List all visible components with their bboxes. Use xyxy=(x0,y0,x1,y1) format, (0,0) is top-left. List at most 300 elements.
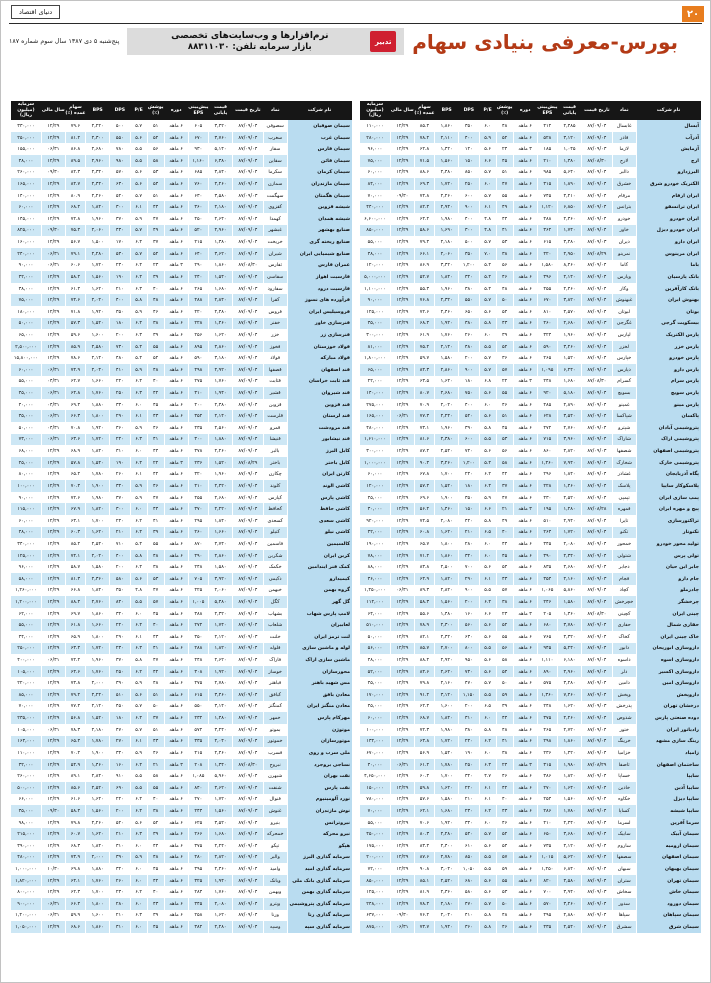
value-cell: ۱۲/۲۹ xyxy=(41,712,65,724)
subtitle-text xyxy=(135,31,364,53)
value-cell: ۴۸ xyxy=(147,852,164,864)
value-cell: ۴۸ xyxy=(496,910,513,922)
value-cell: ۲۵,۰۰۰ xyxy=(11,457,42,469)
value-cell: ۴۷ xyxy=(147,213,164,225)
company-name-cell: سرمایه گذاری بانک ملی xyxy=(287,875,352,887)
value-cell: ۶ ماهه xyxy=(513,736,537,748)
value-cell: ۶ ماهه xyxy=(164,631,188,643)
value-cell: ۸۷/۰۹/۰۴ xyxy=(232,701,263,713)
value-cell: ۶۸۰ xyxy=(459,875,479,887)
value-cell: ۲,۸۹۰ xyxy=(558,399,582,411)
value-cell: ۶ ماهه xyxy=(513,294,537,306)
value-cell: ۱,۹۲۰ xyxy=(435,817,459,829)
value-cell: وپارس xyxy=(612,271,636,283)
value-cell: ۶۴.۲ xyxy=(414,213,434,225)
value-cell: ۱۲/۲۹ xyxy=(41,817,65,829)
company-name-cell: پتروشیمی اراک xyxy=(636,434,701,446)
value-cell: ۷۲.۸ xyxy=(65,213,85,225)
value-cell: ۶ ماهه xyxy=(164,341,188,353)
value-cell: ۵.۵ xyxy=(130,596,147,608)
value-cell: ۶.۰ xyxy=(130,840,147,852)
value-cell: ۸۷/۰۹/۰۴ xyxy=(232,155,263,167)
company-name-cell: آذرآب xyxy=(636,132,701,144)
value-cell: ۲,۱۴۰ xyxy=(558,271,582,283)
value-cell: ۸۴,۰۰۰ xyxy=(360,178,391,190)
value-cell: ۴۹۰ xyxy=(188,550,208,562)
stock-row xyxy=(360,677,702,689)
value-cell: ۲,۴۸۵ xyxy=(558,120,582,132)
value-cell: ۵.۸ xyxy=(479,921,496,933)
value-cell: ۴۸ xyxy=(147,677,164,689)
value-cell: ۱۲/۲۹ xyxy=(41,608,65,620)
value-cell: ۶ ماهه xyxy=(513,318,537,330)
stock-row xyxy=(11,306,353,318)
value-cell: ۷۲.۲ xyxy=(65,654,85,666)
value-cell: ۱,۵۸۰ xyxy=(537,260,557,272)
value-cell: ۱,۸۶۰ xyxy=(86,608,110,620)
value-cell: ۲,۸۸۰ xyxy=(558,910,582,922)
value-cell: ۸۷/۰۹/۰۴ xyxy=(581,898,612,910)
value-cell: ۵۸.۲ xyxy=(65,271,85,283)
stock-row xyxy=(360,759,702,771)
value-cell: ۶۵.۷ xyxy=(414,538,434,550)
value-cell: ۱۲/۲۹ xyxy=(390,294,414,306)
value-cell: کهمدا xyxy=(263,213,287,225)
value-cell: ۴,۱۲۰ xyxy=(558,840,582,852)
value-cell: ۹۲۰,۰۰۰ xyxy=(360,515,391,527)
value-cell: ۱۸۰ xyxy=(459,376,479,388)
value-cell: ۶.۰ xyxy=(479,329,496,341)
value-cell: ۲,۱۴۰ xyxy=(209,410,233,422)
value-cell: ۶ ماهه xyxy=(164,794,188,806)
value-cell: ۱۲/۲۹ xyxy=(390,399,414,411)
value-cell: ۶.۴ xyxy=(130,376,147,388)
value-cell: ۸۱.۹ xyxy=(414,886,434,898)
column-header: تاریخ قیمت xyxy=(232,101,263,120)
value-cell: ۷۴۵ xyxy=(537,190,557,202)
value-cell: ۴۲۰ xyxy=(459,515,479,527)
company-name-cell: سایپا آذین xyxy=(636,782,701,794)
value-cell: ۴۰۰ xyxy=(188,399,208,411)
value-cell: سفارود xyxy=(263,283,287,295)
value-cell: ۱۲/۲۹ xyxy=(41,550,65,562)
value-cell: ۶۶.۱ xyxy=(414,248,434,260)
value-cell: ۱,۹۸۰ xyxy=(558,759,582,771)
value-cell: ۶ ماهه xyxy=(513,840,537,852)
value-cell: ۰۶/۳۱ xyxy=(41,387,65,399)
company-name-cell: مهرکام پارس xyxy=(287,712,352,724)
value-cell: ۵۵ xyxy=(496,631,513,643)
value-cell: ۲۵۴ xyxy=(537,794,557,806)
value-cell: ۴۸۸ xyxy=(188,294,208,306)
stock-row xyxy=(360,120,702,132)
value-cell: ۴۸ xyxy=(496,724,513,736)
value-cell: ۸۰۰ xyxy=(459,643,479,655)
column-header: سال مالی xyxy=(390,101,414,120)
value-cell: ۵۸.۴ xyxy=(65,805,85,817)
value-cell: ۳۷ xyxy=(496,480,513,492)
value-cell: ۶.۴ xyxy=(130,457,147,469)
value-cell: ۱۲/۲۹ xyxy=(390,445,414,457)
value-cell: ۱,۷۴۰ xyxy=(209,619,233,631)
value-cell: ۴۱۰ xyxy=(537,817,557,829)
value-cell: ۴۸ xyxy=(496,283,513,295)
value-cell: ۰۹/۳۰ xyxy=(41,167,65,179)
value-cell: ۶ ماهه xyxy=(513,631,537,643)
value-cell: ۱۲/۲۹ xyxy=(41,201,65,213)
value-cell: ۵۲ xyxy=(496,132,513,144)
value-cell: ۸۷/۰۹/۰۴ xyxy=(581,457,612,469)
value-cell: خفنر xyxy=(263,318,287,330)
value-cell: ۷۶۰ xyxy=(188,178,208,190)
value-cell: ۵۲ xyxy=(147,132,164,144)
value-cell: ۶.۰ xyxy=(130,898,147,910)
value-cell: ۶ ماهه xyxy=(164,306,188,318)
stock-row xyxy=(360,364,702,376)
right-table-column xyxy=(359,101,701,933)
value-cell: ۶ ماهه xyxy=(513,410,537,422)
company-name-cell: بانک کارآفرین xyxy=(636,283,701,295)
value-cell: ۳۷۰ xyxy=(110,654,130,666)
value-cell: ۵۲ xyxy=(147,352,164,364)
value-cell: ۶.۲ xyxy=(479,468,496,480)
value-cell: ۲۴۸ xyxy=(537,376,557,388)
value-cell: ۱۶۵,۰۰۰ xyxy=(11,178,42,190)
value-cell: ۶۶,۰۰۰ xyxy=(11,794,42,806)
stock-row xyxy=(11,585,353,597)
value-cell: ۵.۴ xyxy=(479,457,496,469)
value-cell: ۶ ماهه xyxy=(513,178,537,190)
company-name-cell: سیمان فارس xyxy=(287,143,352,155)
value-cell: ۳۸۰ xyxy=(459,318,479,330)
stock-row xyxy=(360,817,702,829)
value-cell: ۱۲/۲۹ xyxy=(390,654,414,666)
value-cell: ۵.۶ xyxy=(479,410,496,422)
stock-row xyxy=(11,236,353,248)
value-cell: ۵.۷ xyxy=(479,898,496,910)
company-name-cell: سرمایه گذاری البرز xyxy=(287,852,352,864)
value-cell: ۲,۰۴۰ xyxy=(209,736,233,748)
stock-row xyxy=(11,167,353,179)
value-cell: ۸۷/۰۸/۲۹ xyxy=(581,248,612,260)
value-cell: ۱۰۵,۰۰۰ xyxy=(11,666,42,678)
value-cell: ۸۹.۵ xyxy=(65,155,85,167)
value-cell: ۶۱۵ xyxy=(188,689,208,701)
value-cell: ۸۷/۰۹/۰۴ xyxy=(581,817,612,829)
company-name-cell: پارس مینو xyxy=(636,399,701,411)
column-header: پیش‌بینی EPS xyxy=(188,101,208,120)
value-cell: ۱۲۵,۰۰۰ xyxy=(360,886,391,898)
value-cell: ۲,۵۴۰ xyxy=(558,921,582,933)
company-name-cell: شیشه قزوین xyxy=(287,201,352,213)
value-cell: ۷۴.۶ xyxy=(65,294,85,306)
section-header xyxy=(9,28,678,55)
value-cell: ۳,۲۶۰ xyxy=(558,341,582,353)
value-cell: ۱,۳۸۰ xyxy=(209,236,233,248)
stock-row xyxy=(360,167,702,179)
stock-row xyxy=(360,770,702,782)
value-cell: ۱۲/۲۹ xyxy=(390,794,414,806)
value-cell: ۸۸.۲ xyxy=(414,654,434,666)
value-cell: ۶.۱ xyxy=(130,736,147,748)
value-cell: ۱,۹۶۰ xyxy=(435,283,459,295)
value-cell: ۲,۸۶۰ xyxy=(435,364,459,376)
stock-row xyxy=(360,619,702,631)
value-cell: ۵.۶ xyxy=(479,886,496,898)
company-name-cell: چرخشگر xyxy=(636,596,701,608)
value-cell: ۸۷/۰۹/۰۴ xyxy=(581,422,612,434)
value-cell: ۲,۶۲۰ xyxy=(435,666,459,678)
value-cell: ۴۸ xyxy=(147,294,164,306)
value-cell: ۴۰۰,۰۰۰ xyxy=(11,654,42,666)
value-cell: ۵۲,۰۰۰ xyxy=(360,666,391,678)
value-cell: ۸۵۰ xyxy=(459,852,479,864)
value-cell: ۴,۷۴۰ xyxy=(209,538,233,550)
value-cell: ۱,۷۲۰ xyxy=(558,527,582,539)
value-cell: ۸۷۵,۰۰۰ xyxy=(360,921,391,933)
value-cell: ۶۹.۶ xyxy=(414,492,434,504)
value-cell: ۱,۲۰۰,۰۰۰ xyxy=(11,596,42,608)
stock-row xyxy=(11,178,353,190)
value-cell: سبهان xyxy=(612,863,636,875)
value-cell: ۲,۵۲۰ xyxy=(558,492,582,504)
column-header: سرمایه (میلیون ریال) xyxy=(360,101,391,120)
value-cell: ۵.۷ xyxy=(130,225,147,237)
company-name-cell: سایپا دیزل xyxy=(636,794,701,806)
value-cell: ۸۷/۰۸/۲۹ xyxy=(581,759,612,771)
value-cell: ۲۷۲ xyxy=(188,619,208,631)
value-cell: ۲۱۰ xyxy=(459,794,479,806)
value-cell: ۶ ماهه xyxy=(513,271,537,283)
value-cell: ۶.۴ xyxy=(130,561,147,573)
value-cell: ۶۵۰ xyxy=(459,306,479,318)
value-cell: ۶.۰ xyxy=(130,875,147,887)
value-cell: ۵.۷ xyxy=(479,677,496,689)
value-cell: ۱,۹۶۰ xyxy=(435,422,459,434)
value-cell: شلعاب xyxy=(263,619,287,631)
value-cell: ۱,۸۰۰ xyxy=(435,538,459,550)
value-cell: وامید xyxy=(263,863,287,875)
value-cell: ۶ ماهه xyxy=(164,271,188,283)
value-cell: ۶ ماهه xyxy=(164,828,188,840)
value-cell: ۱,۸۰۰,۰۰۰ xyxy=(360,352,391,364)
value-cell: ۱,۷۶۰ xyxy=(86,666,110,678)
value-cell: ۵۲۰ xyxy=(110,190,130,202)
value-cell: ۶ ماهه xyxy=(164,886,188,898)
value-cell: ۸۷/۰۹/۰۳ xyxy=(581,236,612,248)
value-cell: ۱,۹۶۰ xyxy=(558,329,582,341)
value-cell: ۶ ماهه xyxy=(513,550,537,562)
value-cell: ۸۷/۰۹/۰۴ xyxy=(232,132,263,144)
value-cell: ۳۰۸ xyxy=(188,666,208,678)
stock-row xyxy=(360,213,702,225)
stock-row xyxy=(360,318,702,330)
company-name-cell: پیچ و مهره ایران xyxy=(636,503,701,515)
company-name-cell: جام دارو xyxy=(636,573,701,585)
value-cell: ۱۲/۲۹ xyxy=(390,155,414,167)
value-cell: ۳۷۵ xyxy=(537,712,557,724)
value-cell: ۳۹ xyxy=(147,910,164,922)
value-cell: ۷۱.۲ xyxy=(414,550,434,562)
value-cell: ۱,۸۲۰ xyxy=(558,770,582,782)
value-cell: ۴۵۵ xyxy=(188,492,208,504)
company-name-cell: کاشی حافظ xyxy=(287,503,352,515)
value-cell: ۵.۸ xyxy=(130,654,147,666)
stock-row xyxy=(11,225,353,237)
stock-row xyxy=(11,654,353,666)
value-cell: ۱,۲۵۰ xyxy=(537,863,557,875)
value-cell: ۱,۷۲۰ xyxy=(435,178,459,190)
value-cell: ۱,۱۰۰,۰۰۰ xyxy=(360,283,391,295)
value-cell: ۱۲/۲۹ xyxy=(41,701,65,713)
value-cell: ۲۲ xyxy=(147,457,164,469)
value-cell: ۷۰.۲ xyxy=(65,747,85,759)
value-cell: ۳۹ xyxy=(147,271,164,283)
value-cell: ۲۳۰ xyxy=(110,260,130,272)
company-name-cell: داروسازی ابوریحان xyxy=(636,643,701,655)
value-cell: ۲۰۰ xyxy=(459,701,479,713)
value-cell: ۳۹ xyxy=(496,329,513,341)
value-cell: ۴۱ xyxy=(147,643,164,655)
company-name-cell: فنرسازی خاور xyxy=(287,318,352,330)
value-cell: ۸۷/۰۹/۰۴ xyxy=(581,782,612,794)
value-cell: ۶ ماهه xyxy=(513,596,537,608)
value-cell: ۵۸ xyxy=(147,155,164,167)
value-cell: ۶ ماهه xyxy=(513,910,537,922)
value-cell: وسپه xyxy=(263,921,287,933)
company-name-cell: سرمایه گذاری سپه xyxy=(287,921,352,933)
value-cell: ۵.۸ xyxy=(479,318,496,330)
value-cell: سخاش xyxy=(612,886,636,898)
value-cell: ۴۹ xyxy=(147,225,164,237)
column-header: P/E xyxy=(130,101,147,120)
value-cell: ۶ ماهه xyxy=(164,550,188,562)
value-cell: ۹۶,۰۰۰ xyxy=(11,561,42,573)
value-cell: ۶۰۵ xyxy=(188,120,208,132)
value-cell: ۴۹ xyxy=(496,201,513,213)
value-cell: قلرست xyxy=(263,410,287,422)
column-header: P/E xyxy=(479,101,496,120)
value-cell: ۲۴۸,۰۰۰ xyxy=(360,898,391,910)
value-cell: ثفارس xyxy=(263,260,287,272)
value-cell: ۴۷۰ xyxy=(110,724,130,736)
value-cell: ۷۰,۰۰۰ xyxy=(11,701,42,713)
company-name-cell: ارج xyxy=(636,155,701,167)
value-cell: ۱,۱۱۰ xyxy=(537,654,557,666)
value-cell: ۵۵۰ xyxy=(459,294,479,306)
value-cell: ۳,۷۸۰ xyxy=(558,619,582,631)
value-cell: ۶ ماهه xyxy=(164,225,188,237)
value-cell: ۳,۵۴۰ xyxy=(558,410,582,422)
value-cell: ۶۰.۴ xyxy=(414,770,434,782)
value-cell: ۲۴۴ xyxy=(188,805,208,817)
value-cell: ۸۰.۷ xyxy=(414,387,434,399)
value-cell: سابیک xyxy=(612,828,636,840)
value-cell: ۸۷/۰۹/۰۴ xyxy=(232,318,263,330)
value-cell: ۴۳ xyxy=(147,898,164,910)
header-row xyxy=(11,101,353,120)
value-cell: ۸۷/۰۹/۰۴ xyxy=(581,527,612,539)
value-cell: شپاکسا xyxy=(612,410,636,422)
value-cell: ۶ ماهه xyxy=(513,782,537,794)
value-cell: سهگمت xyxy=(263,190,287,202)
value-cell: ۲,۲۶۰ xyxy=(209,445,233,457)
value-cell: ۵۵ xyxy=(147,538,164,550)
value-cell: ۱,۶۶۰ xyxy=(86,376,110,388)
value-cell: ۷۶.۲ xyxy=(414,910,434,922)
stock-row xyxy=(360,910,702,922)
value-cell: ۶ ماهه xyxy=(513,712,537,724)
value-cell: ۵۳ xyxy=(496,434,513,446)
value-cell: تکنو xyxy=(612,527,636,539)
value-cell: ۳۹۰ xyxy=(110,677,130,689)
value-cell: ۲,۰۲۰ xyxy=(86,294,110,306)
value-cell: ۸۳.۴ xyxy=(414,840,434,852)
value-cell: ۸۵,۰۰۰ xyxy=(11,689,42,701)
value-cell: ۲۷۰ xyxy=(537,782,557,794)
value-cell: ۴۲ xyxy=(496,782,513,794)
value-cell: ۱۲/۲۹ xyxy=(390,341,414,353)
stock-row xyxy=(11,596,353,608)
stock-row xyxy=(360,190,702,202)
company-name-cell: کربن ایران xyxy=(287,550,352,562)
value-cell: ۶.۰ xyxy=(479,399,496,411)
value-cell: ۳,۱۴۰ xyxy=(209,701,233,713)
value-cell: ۱,۷۲۰ xyxy=(86,643,110,655)
value-cell: ۱۲/۲۹ xyxy=(390,225,414,237)
value-cell: ۶.۲ xyxy=(130,666,147,678)
value-cell: شنفت xyxy=(263,782,287,794)
company-name-cell: بیسکویت گرجی xyxy=(636,318,701,330)
value-cell: ۵۸ xyxy=(496,457,513,469)
value-cell: ۵۱ xyxy=(147,120,164,132)
value-cell: ۵.۷ xyxy=(479,828,496,840)
value-cell: ۱۲/۲۹ xyxy=(390,538,414,550)
value-cell: ۵.۸ xyxy=(479,724,496,736)
value-cell: ۷۰,۰۰۰ xyxy=(360,190,391,202)
value-cell: ۲,۴۶۰ xyxy=(435,306,459,318)
value-cell: شپترو xyxy=(612,422,636,434)
value-cell: ۴۶ xyxy=(147,306,164,318)
value-cell: ۶ ماهه xyxy=(164,155,188,167)
value-cell: ۵.۹ xyxy=(479,132,496,144)
value-cell: ۶۰۰ xyxy=(459,190,479,202)
value-cell: ۴۴ xyxy=(496,538,513,550)
value-cell: ۶۰.۷ xyxy=(65,828,85,840)
value-cell: ۲۲۰ xyxy=(110,794,130,806)
value-cell: ۶ ماهه xyxy=(164,480,188,492)
value-cell: ۱۲/۲۹ xyxy=(41,445,65,457)
value-cell: ۹۵۰ xyxy=(459,654,479,666)
value-cell: ۲,۵۴۰ xyxy=(86,538,110,550)
value-cell: ۸۰۰,۰۰۰ xyxy=(11,886,42,898)
value-cell: ۱,۹۶۰ xyxy=(86,654,110,666)
value-cell: ۶ ماهه xyxy=(164,132,188,144)
company-name-cell: فارسیت درود xyxy=(287,283,352,295)
value-cell: ۲,۲۲۰ xyxy=(209,503,233,515)
value-cell: ۸۷/۰۹/۰۴ xyxy=(232,852,263,864)
stock-row xyxy=(11,631,353,643)
value-cell: ۵۷ xyxy=(496,852,513,864)
value-cell: ۴۸ xyxy=(496,120,513,132)
value-cell: ۱,۸۹۰ xyxy=(558,178,582,190)
value-cell: ۸۱.۲ xyxy=(65,132,85,144)
value-cell: ۶۷.۸ xyxy=(414,468,434,480)
value-cell: ۲,۶۸۰ xyxy=(86,143,110,155)
value-cell: ۸۷/۰۹/۰۴ xyxy=(581,294,612,306)
value-cell: ۶.۵ xyxy=(479,527,496,539)
value-cell: ۴۲ xyxy=(496,468,513,480)
